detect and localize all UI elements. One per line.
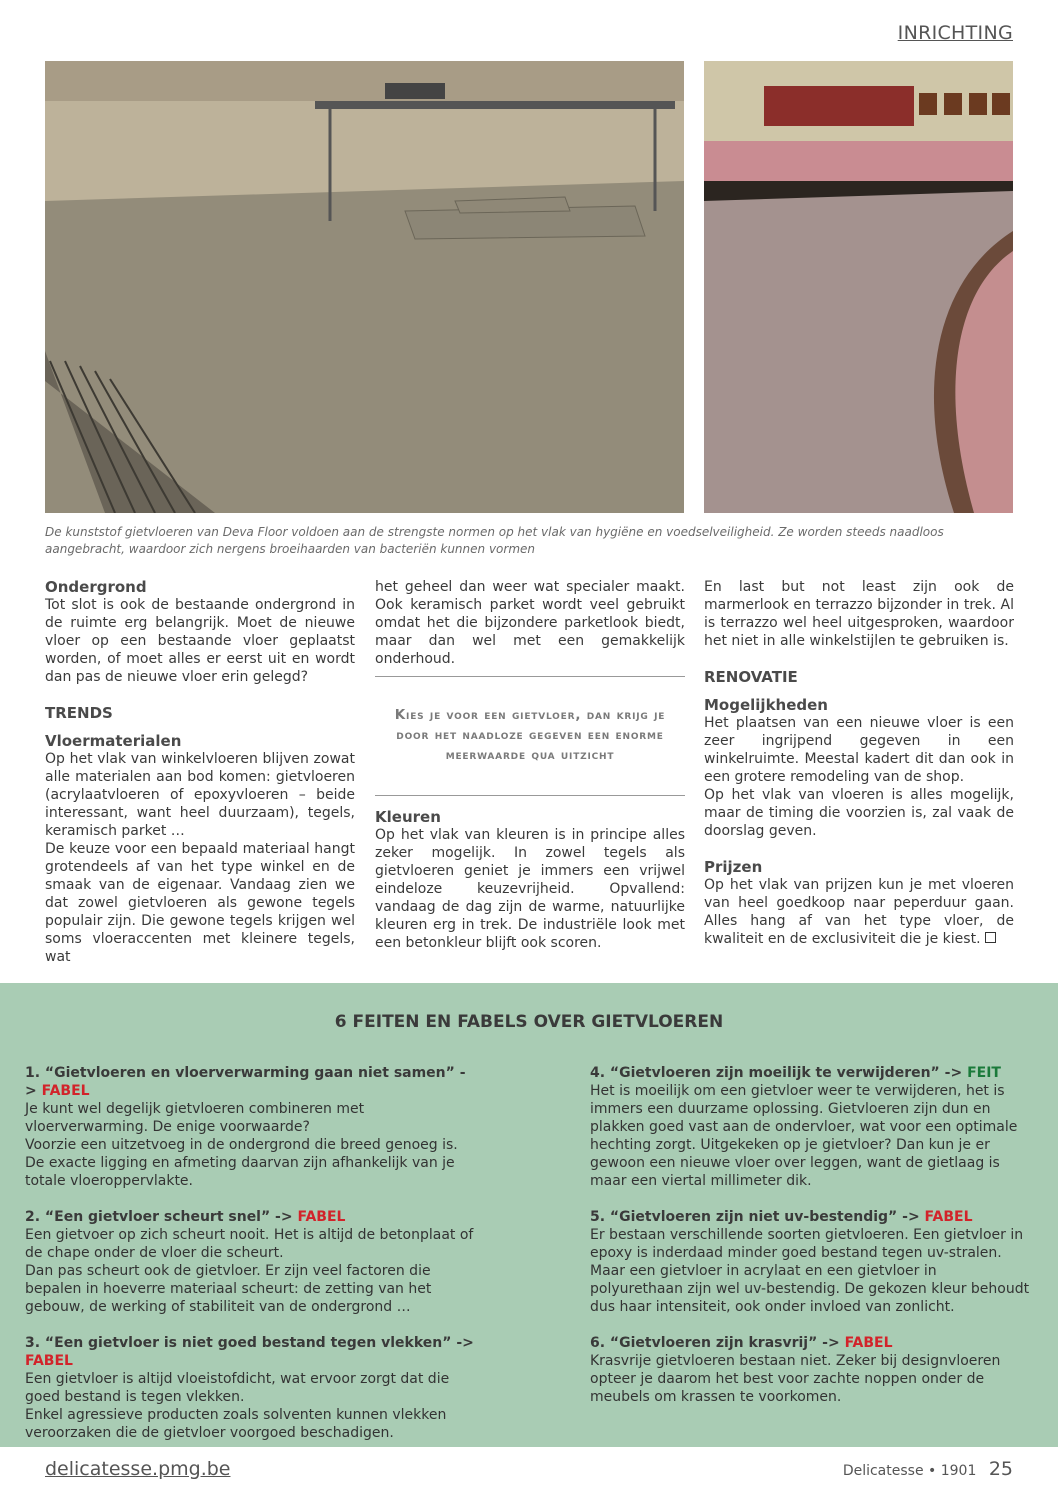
paragraph-vloermaterialen-2: De keuze voor een bepaald materiaal hangt grotendeels af van het type winkel en de smaak van de eigenaar. Vandaag zien we dat zowel gietvloeren als gewone tegels populair zijn. Die gewone tegels krijgen wel soms vloeraccenten met kleinere tegels, wat	[45, 841, 355, 965]
fact-heading-text: 3. “Een gietvloer is niet goed bestand tegen vlekken” ->	[25, 1335, 474, 1351]
facts-column-right	[590, 1064, 1030, 1424]
fact-heading	[25, 1064, 477, 1100]
page-number: 25	[988, 1458, 1013, 1480]
fact-heading-text: 6. “Gietvloeren zijn krasvrij” ->	[590, 1335, 840, 1351]
fact-heading	[590, 1064, 1030, 1082]
column-1	[45, 578, 355, 966]
photo-butcher-shop-illustration	[704, 61, 1013, 513]
fact-heading	[25, 1208, 477, 1226]
paragraph-vloermaterialen-1: Op het vlak van winkelvloeren blijven zowat alle materialen aan bod komen: gietvloeren (acrylaatvloeren of epoxyvloeren – beide interessant, want heel duurzaam), tegels, keramisch parket …	[45, 751, 355, 839]
fact-body: Een gietvloer is altijd vloeistofdicht, wat ervoor zorgt dat die goed bestand is tegen vlekken.	[25, 1371, 450, 1405]
heading-ondergrond: Ondergrond	[45, 578, 147, 596]
paragraph-continued: het geheel dan weer wat specialer maakt. Ook keramisch parket wordt veel gebruikt omdat het die bijzondere parketlook biedt, maar dan wel met een gemakkelijk onderhoud.	[375, 579, 685, 667]
heading-prijzen: Prijzen	[704, 858, 763, 876]
fact-heading-text: 5. “Gietvloeren zijn niet uv-bestendig” ->	[590, 1209, 920, 1225]
paragraph-prijzen	[704, 876, 1014, 948]
facts-column-left	[25, 1064, 477, 1460]
paragraph-kleuren: Op het vlak van kleuren is in principe alles zeker mogelijk. In zowel tegels als gietvloeren geniet je immers een vrijwel eindeloze keuzevrijheid. Opvallend: vandaag de dag zijn de warme, natuurlijke kleuren erg in trek. De industriële look met een betonkleur blijft ook scoren.	[375, 827, 685, 951]
photo-caption: De kunststof gietvloeren van Deva Floor voldoen aan de strengste normen op het vlak van hygiëne en voedselveiligheid. Ze worden steeds naadloos aangebracht, waardoor zich nergens broeihaarden van bacteriën kunnen vormen	[45, 525, 944, 556]
paragraph-mogelijkheden-2: Op het vlak van vloeren is alles mogelijk, maar de timing die voorzien is, zal vaak de doorslag geven.	[704, 787, 1014, 839]
fact-verdict: FABEL	[924, 1209, 973, 1225]
fact-body: Krasvrije gietvloeren bestaan niet. Zeker bij designvloeren opteer je daarom het best voor zachte noppen onder de meubels om krassen te voorkomen.	[590, 1353, 1001, 1405]
fact-item	[590, 1208, 1030, 1316]
photo-shop-floor	[45, 61, 684, 513]
fact-item	[590, 1334, 1030, 1406]
heading-mogelijkheden: Mogelijkheden	[704, 696, 828, 714]
fact-heading-text: 1. “Gietvloeren en vloerverwarming gaan niet samen” ->	[25, 1065, 466, 1099]
end-of-article-icon	[985, 932, 996, 943]
fact-body: Je kunt wel degelijk gietvloeren combineren met vloerverwarming. De enige voorwaarde?	[25, 1101, 365, 1135]
pull-quote: Kies je voor een gietvloer, dan krijg je door het naadloze gegeven een enorme meerwaarde qua uitzicht	[375, 676, 685, 796]
heading-vloermaterialen: Vloermaterialen	[45, 732, 182, 750]
heading-kleuren: Kleuren	[375, 808, 441, 826]
fact-heading	[590, 1334, 1030, 1352]
fact-body: Een gietvoer op zich scheurt nooit. Het is altijd de betonplaat of de chape onder de vloer die scheurt.	[25, 1227, 474, 1261]
fact-body: Dan pas scheurt ook de gietvloer. Er zijn veel factoren die bepalen in hoeverre materiaal scheurt: de zetting van het gebouw, de werking of stabiliteit van de ondergrond …	[25, 1263, 432, 1315]
fact-heading-text: 4. “Gietvloeren zijn moeilijk te verwijderen” ->	[590, 1065, 963, 1081]
facts-box-title: 6 FEITEN EN FABELS OVER GIETVLOEREN	[334, 1012, 724, 1032]
fact-item	[25, 1208, 477, 1316]
fact-body: Enkel agressieve producten zoals solventen kunnen vlekken veroorzaken die de gietvloer voorgoed beschadigen.	[25, 1407, 447, 1441]
fact-item	[590, 1064, 1030, 1190]
heading-renovatie: RENOVATIE	[704, 668, 798, 686]
fact-verdict: FABEL	[844, 1335, 893, 1351]
fact-heading	[25, 1334, 477, 1370]
fact-heading-text: 2. “Een gietvloer scheurt snel” ->	[25, 1209, 293, 1225]
paragraph-ondergrond: Tot slot is ook de bestaande ondergrond in de ruimte erg belangrijk. Moet de nieuwe vloer op een bestaande vloer geplaatst worden, of moet alles er eerst uit en wordt dan pas de nieuwe vloer erin gelegd?	[45, 597, 355, 685]
magazine-issue: Delicatesse • 1901	[842, 1463, 977, 1479]
fact-body: Het is moeilijk om een gietvloer weer te verwijderen, het is immers een duurzame oplossing. Gietvloeren zijn dun en plakken goed vast aan de ondervloer, wat voor een optimale hechting zorgt. Uitgekeken op je gietvloer? Dan kun je er gewoon een nieuwe vloer over leggen, want de gietlaag is maar een viertal millimeter dik.	[590, 1083, 1018, 1189]
fact-body: Er bestaan verschillende soorten gietvloeren. Een gietvloer in epoxy is inderdaad minder goed bestand tegen uv-stralen. Maar een gietvloer in acrylaat en een gietvloer in polyurethaan zijn wel uv-bestendig. De gekozen kleur behoudt dus haar intensiteit, ook onder invloed van zonlicht.	[590, 1227, 1030, 1315]
heading-trends: TRENDS	[45, 704, 113, 722]
fact-verdict: FEIT	[967, 1065, 1001, 1081]
fact-verdict: FABEL	[25, 1353, 73, 1369]
column-2	[375, 578, 685, 952]
fact-heading	[590, 1208, 1030, 1226]
column-3	[704, 578, 1014, 948]
footer-website-link[interactable]: delicatesse.pmg.be	[45, 1458, 231, 1480]
footer-page-info	[843, 1458, 1013, 1480]
paragraph-prijzen-text: Op het vlak van prijzen kun je met vloeren van heel goedkoop naar peperduur gaan. Alles hang af van het type vloer, de kwaliteit en de exclusiviteit die je kiest.	[704, 877, 1014, 947]
fact-item	[25, 1064, 477, 1190]
fact-verdict: FABEL	[297, 1209, 346, 1225]
paragraph-marmerlook: En last but not least zijn ook de marmerlook en terrazzo bijzonder in trek. Al is terrazzo wel heel uitgesproken, waardoor het niet in alle winkelstijlen te gebruiken is.	[704, 579, 1014, 649]
fact-body: Voorzie een uitzetvoeg in de ondergrond die breed genoeg is. De exacte ligging en afmeting daarvan zijn afhankelijk van je totale vloeroppervlakte.	[25, 1137, 458, 1189]
photo-shop-floor-illustration	[45, 61, 684, 513]
fact-item	[25, 1334, 477, 1442]
paragraph-mogelijkheden-1: Het plaatsen van een nieuwe vloer is een zeer ingrijpend gegeven in een winkelruimte. Meestal kadert dit dan ook in een grotere remodeling van de shop.	[704, 715, 1014, 785]
section-label: INRICHTING	[897, 22, 1013, 44]
photo-butcher-shop	[704, 61, 1013, 513]
fact-verdict: FABEL	[41, 1083, 90, 1099]
